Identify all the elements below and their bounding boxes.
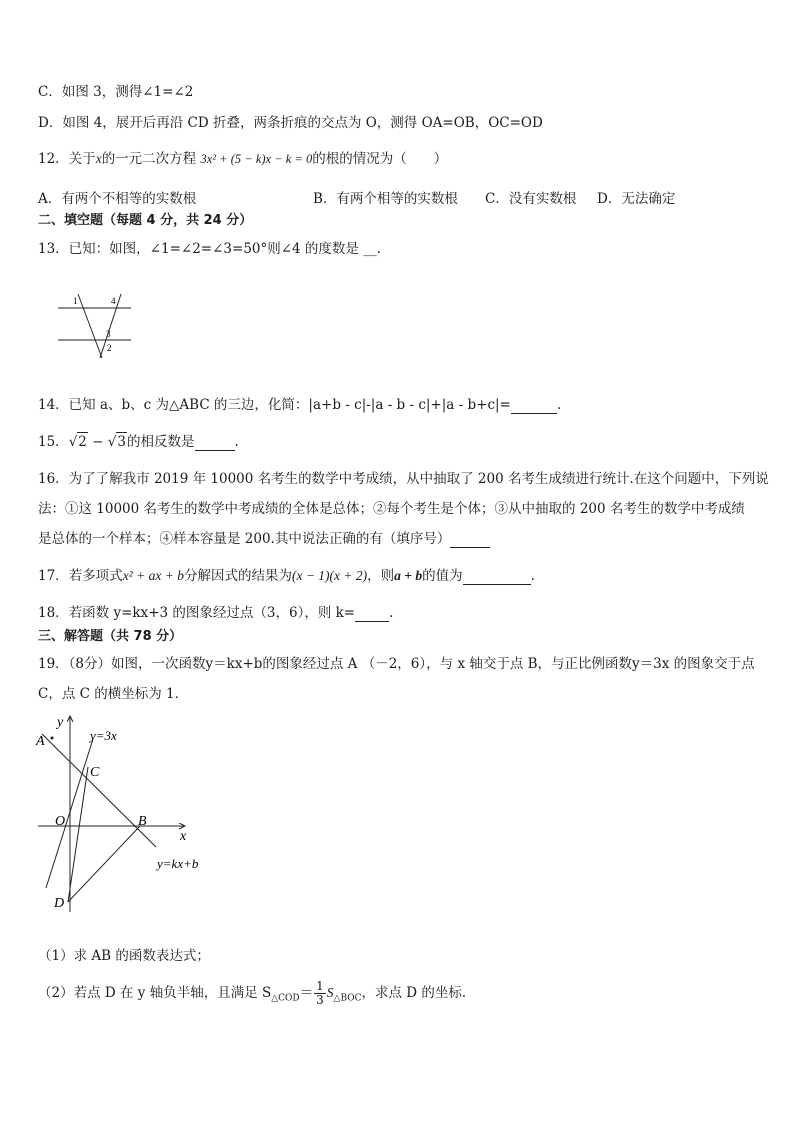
label-y-3x: y=3x: [90, 728, 117, 743]
q15-radicand-2: 3: [117, 434, 126, 450]
q18-end: .: [389, 605, 394, 621]
q18-text: 18．若函数 y=kx+3 的图象经过点（3，6），则 k=: [38, 605, 356, 621]
point-a: [51, 737, 54, 740]
angle-label-1: 1: [73, 296, 78, 306]
q17-factored: (x − 1)(x + 2): [291, 568, 368, 583]
q19-sub-2: [38, 980, 475, 1012]
fraction-denominator: 3: [316, 993, 324, 1007]
q16-line-1: 16．为了了解我市 2019 年 10000 名考生的数学中考成绩，从中抽取了 200 名考生成绩进行统计.在这个问题中，下列说: [38, 471, 769, 487]
q19-sub-1: （1）求 AB 的函数表达式；: [38, 948, 210, 964]
angle-label-2: 2: [107, 343, 112, 353]
q19-sub2-prefix: （2）若点 D 在 y 轴负半轴，且满足 S: [38, 985, 272, 1001]
section-fill-in-heading: 二、填空题（每题 4 分，共 24 分）: [38, 213, 253, 228]
q17-mid: 分解因式的结果为: [183, 568, 292, 584]
q15-suffix: 的相反数是: [127, 434, 195, 450]
q19-subscript-cod: △COD: [271, 993, 300, 1004]
q12-option-a: A．有两个不相等的实数根: [38, 191, 197, 207]
q16-line-2: 法：①这 10000 名考生的数学中考成绩的全体是总体；②每个考生是个体；③从中抽取的 200 名考生的数学中考成绩: [38, 501, 745, 517]
line-y-kx-b: [42, 734, 156, 847]
q14-end: .: [556, 397, 562, 413]
q19-sub2-eq: ＝: [299, 985, 314, 1001]
q16-answer-blank: [450, 533, 490, 548]
q14-stem: [38, 396, 561, 414]
q16-line-3: [38, 530, 490, 548]
segment-db: [68, 826, 140, 902]
section-solve-heading: 三、解答题（共 78 分）: [38, 629, 183, 644]
q19-sub2-suffix: ，求点 D 的坐标．: [361, 985, 476, 1001]
q14-text: 14．已知 a、b、c 为△ABC 的三边，化简：|a+b - c|-|a - b - c|+|a - b+c|=: [38, 397, 511, 413]
q17-answer-blank: [463, 570, 531, 585]
sqrt-sign-1: √: [68, 434, 78, 450]
angle-label-3: 3: [106, 329, 111, 339]
q17-mid2: ，则: [367, 568, 395, 584]
q12-equation: 3x² + (5 − k)x − k = 0: [200, 152, 313, 166]
fraction-one-third: [314, 980, 326, 1007]
q11-option-c: C．如图 3，测得∠1=∠2: [38, 84, 194, 100]
q14-answer-blank: [511, 399, 557, 414]
fraction-numerator: 1: [316, 979, 324, 993]
label-d: D: [54, 896, 65, 911]
q15-end: .: [234, 434, 239, 450]
q19-sub2-s: S: [326, 985, 334, 1000]
q19-subscript-boc: △BOC: [333, 993, 362, 1004]
sqrt-sign-2: √: [107, 434, 117, 450]
q12-mid: 的一元二次方程: [101, 151, 197, 167]
q17-polynomial: x² + ax + b: [122, 568, 184, 583]
q17-prefix: 17．若多项式: [38, 568, 123, 584]
q15-answer-blank: [195, 436, 235, 451]
q11-option-d: D．如图 4，展开后再沿 CD 折叠，两条折痕的交点为 O，测得 OA=OB，OC=OD: [38, 115, 543, 131]
label-c: C: [90, 765, 100, 780]
q15-stem: [38, 432, 239, 451]
q15-radicand-1: 2: [78, 434, 87, 450]
q13-stem: 13．已知：如图，∠1=∠2=∠3=50°则∠4 的度数是 __.: [38, 241, 382, 257]
q12-prefix: 12．关于: [38, 151, 96, 167]
label-a: A: [36, 734, 45, 749]
q12-stem: [38, 150, 447, 168]
q12-option-c: C．没有实数根: [485, 191, 577, 207]
q17-a-plus-b: a + b: [394, 568, 423, 583]
q17-suffix: 的值为: [422, 568, 463, 584]
q18-stem: [38, 604, 393, 622]
q15-minus: −: [87, 434, 108, 450]
q18-answer-blank: [355, 607, 389, 622]
q17-stem: [38, 567, 535, 585]
angle-label-4: 4: [111, 296, 116, 306]
q17-end: .: [530, 568, 535, 584]
x-axis-label: x: [180, 829, 187, 844]
q19-line-1: 19．（8分）如图，一次函数y＝kx+b的图象经过点 A （－2，6），与 x 轴交于点 B，与正比例函数y＝3x 的图象交于点: [38, 656, 755, 672]
q15-prefix: 15．: [38, 434, 69, 450]
transversal-1: [78, 294, 102, 358]
q12-suffix: 的根的情况为（ ）: [312, 151, 448, 167]
q19-line-2: C，点 C 的横坐标为 1．: [38, 686, 189, 702]
q16-line-3-text: 是总体的一个样本；④样本容量是 200.其中说法正确的有（填序号）: [38, 531, 451, 547]
label-o: O: [55, 814, 66, 829]
label-y-kx-b: y=kx+b: [157, 856, 199, 871]
q19-figure: [30, 712, 220, 917]
q12-option-d: D．无法确定: [597, 191, 676, 207]
q13-figure: [55, 290, 135, 362]
y-axis-label: y: [57, 715, 64, 730]
q12-var: x: [95, 151, 102, 166]
label-b: B: [138, 814, 147, 829]
q12-option-b: B．有两个相等的实数根: [313, 191, 458, 207]
